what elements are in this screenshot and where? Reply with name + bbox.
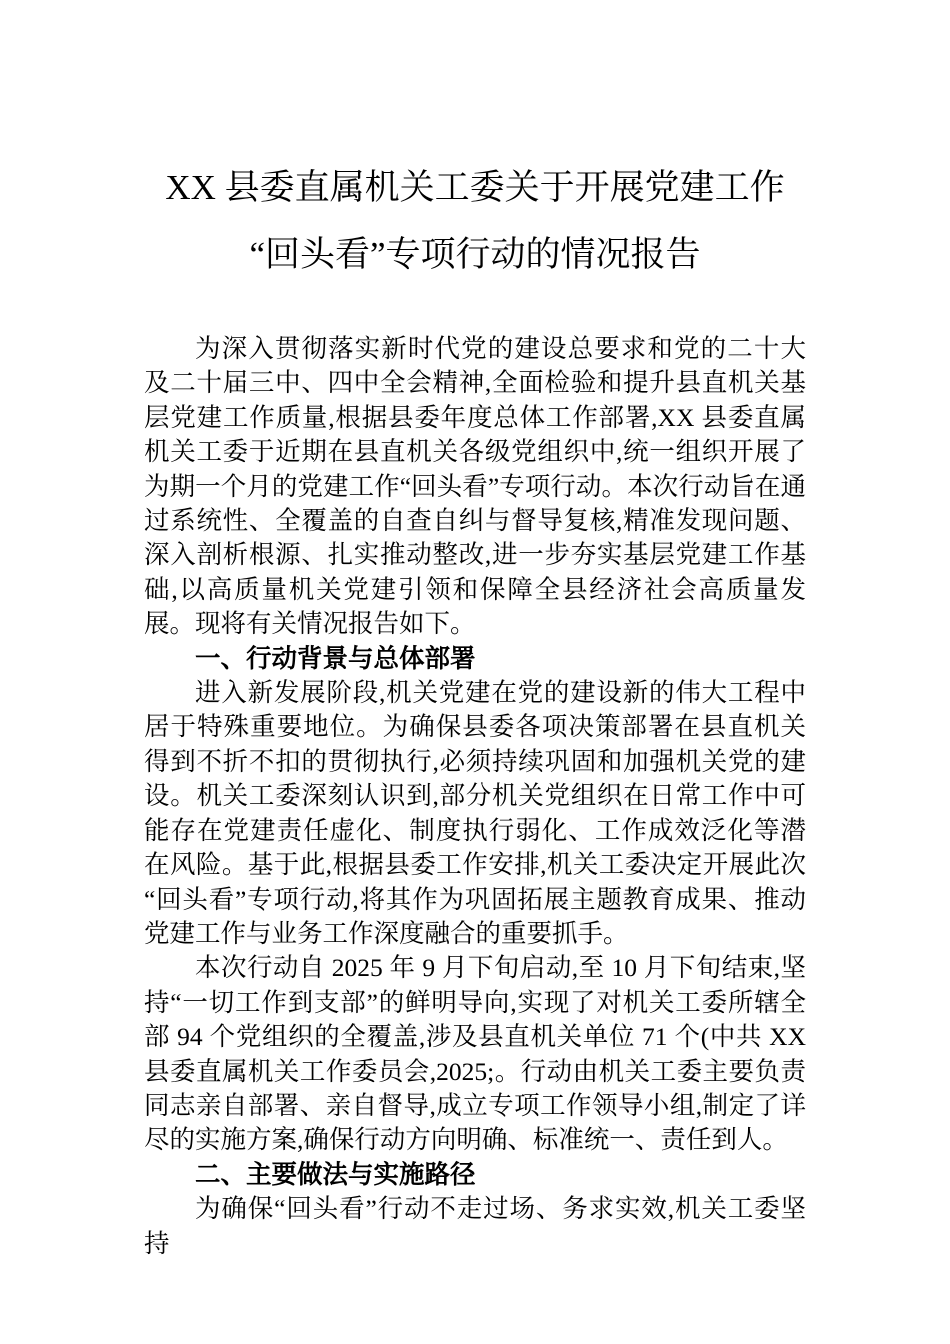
- document-title: [0, 0, 950, 288]
- section-heading: 一、行动背景与总体部署: [195, 644, 476, 673]
- title-line-2: “回头看”专项行动的情况报告: [249, 235, 701, 274]
- section-heading: 二、主要做法与实施路径: [195, 1160, 476, 1189]
- body-paragraph: 为确保“回头看”行动不走过场、务求实效,机关工委坚持: [144, 1194, 806, 1258]
- body-paragraph: 为深入贯彻落实新时代党的建设总要求和党的二十大及二十届三中、四中全会精神,全面检验和提升县直机关基层党建工作质量,根据县委年度总体工作部署,XX 县委直属机关工委于近期在县直机关各级党组织中,统一组织开展了为期一个月的党建工作“回头看”专项行动。本次行动旨在通过系统性、全覆盖的自查自纠与督导复核,精准发现问题、深入剖析根源、扎实推动整改,进一步夯实基层党建工作基础,以高质量机关党建引领和保障全县经济社会高质量发展。现将有关情况报告如下。: [144, 334, 806, 639]
- document-body: [144, 332, 806, 1261]
- body-paragraph: 进入新发展阶段,机关党建在党的建设新的伟大工程中居于特殊重要地位。为确保县委各项决策部署在县直机关得到不折不扣的贯彻执行,必须持续巩固和加强机关党的建设。机关工委深刻认识到,部分机关党组织在日常工作中可能存在党建责任虚化、制度执行弱化、工作成效泛化等潜在风险。基于此,根据县委工作安排,机关工委决定开展此次“回头看”专项行动,将其作为巩固拓展主题教育成果、推动党建工作与业务工作深度融合的重要抓手。: [144, 678, 806, 948]
- title-line-1: XX 县委直属机关工委关于开展党建工作: [165, 168, 785, 207]
- body-paragraph: 本次行动自 2025 年 9 月下旬启动,至 10 月下旬结束,坚持“一切工作到支部”的鲜明导向,实现了对机关工委所辖全部 94 个党组织的全覆盖,涉及县直机关单位 71 个(中共 XX 县委直属机关工作委员会,2025;。行动由机关工委主要负责同志亲自部署、亲自督导,成立专项工作领导小组,制定了详尽的实施方案,确保行动方向明确、标准统一、责任到人。: [144, 953, 806, 1155]
